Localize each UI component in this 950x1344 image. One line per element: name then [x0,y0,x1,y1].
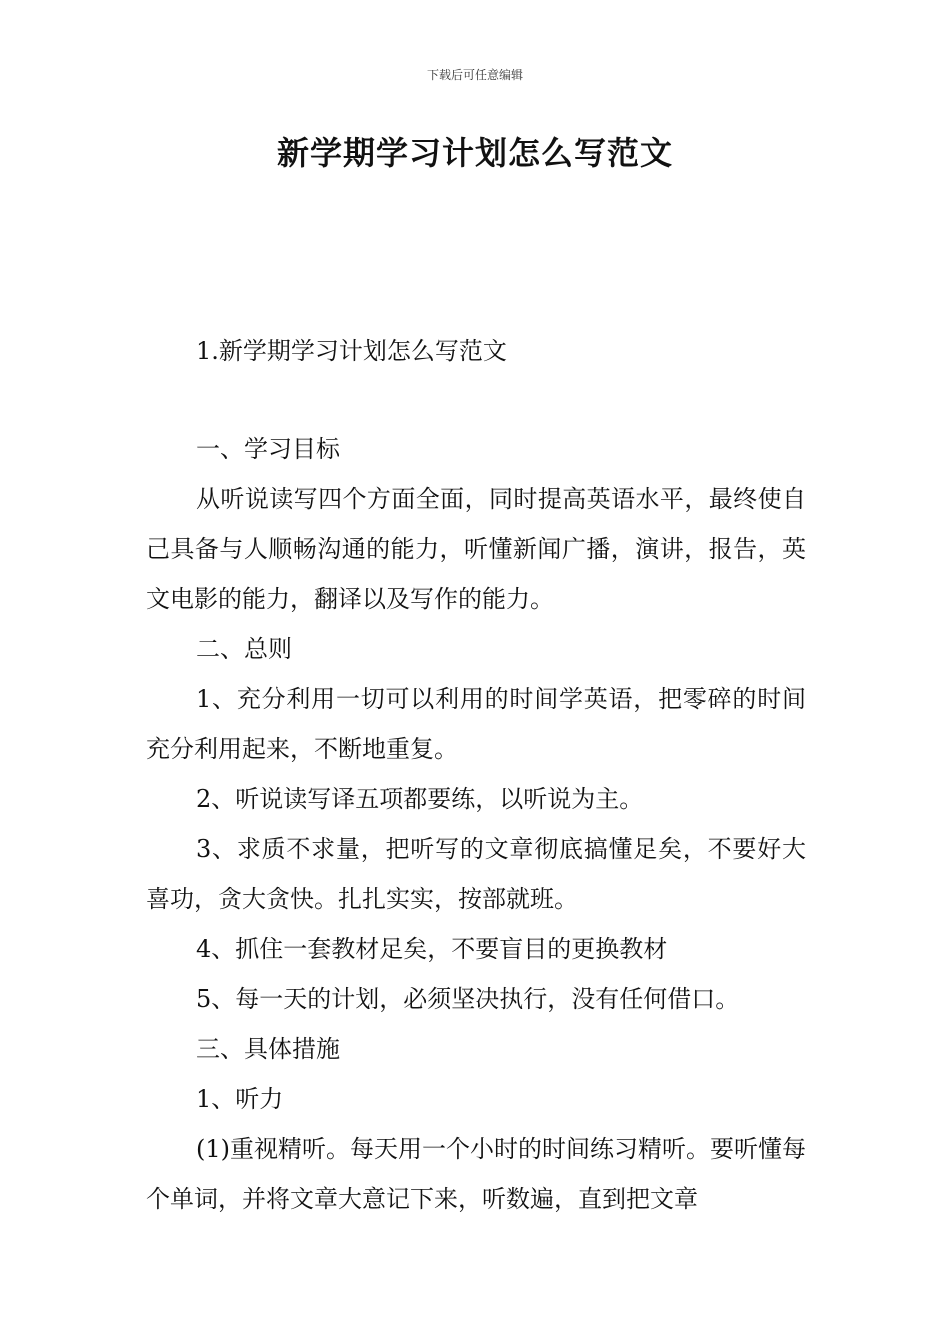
heading-learning-goals: 一、学习目标 [196,435,340,463]
principle-item-1: 1、充分利用一切可以利用的时间学英语，把零碎的时间充分利用起来，不断地重复。 [146,685,806,763]
page-header-note: 下载后可任意编辑 [426,68,523,82]
subtitle-text: 1.新学期学习计划怎么写范文 [196,337,507,365]
principle-item-5: 5、每一天的计划，必须坚决执行，没有任何借口。 [196,985,740,1013]
measure-listening-heading: 1、听力 [196,1085,284,1113]
section-subtitle [146,326,806,376]
measure-listening-item-1: (1)重视精听。每天用一个小时的时间练习精听。要听懂每个单词，并将文章大意记下来，听数遍，直到把文章 [146,1135,806,1213]
heading-general-principles: 二、总则 [196,635,292,663]
document-title: 新学期学习计划怎么写范文 [276,134,673,172]
heading-specific-measures: 三、具体措施 [196,1035,340,1063]
principle-item-3: 3、求质不求量，把听写的文章彻底搞懂足矣，不要好大喜功，贪大贪快。扎扎实实，按部就班。 [146,835,806,913]
paragraph-learning-goals: 从听说读写四个方面全面，同时提高英语水平，最终使自己具备与人顺畅沟通的能力，听懂新闻广播，演讲，报告，英文电影的能力，翻译以及写作的能力。 [146,485,806,613]
principle-item-2: 2、听说读写译五项都要练，以听说为主。 [196,785,644,813]
document-body [146,424,806,1224]
principle-item-4: 4、抓住一套教材足矣，不要盲目的更换教材 [196,935,668,963]
